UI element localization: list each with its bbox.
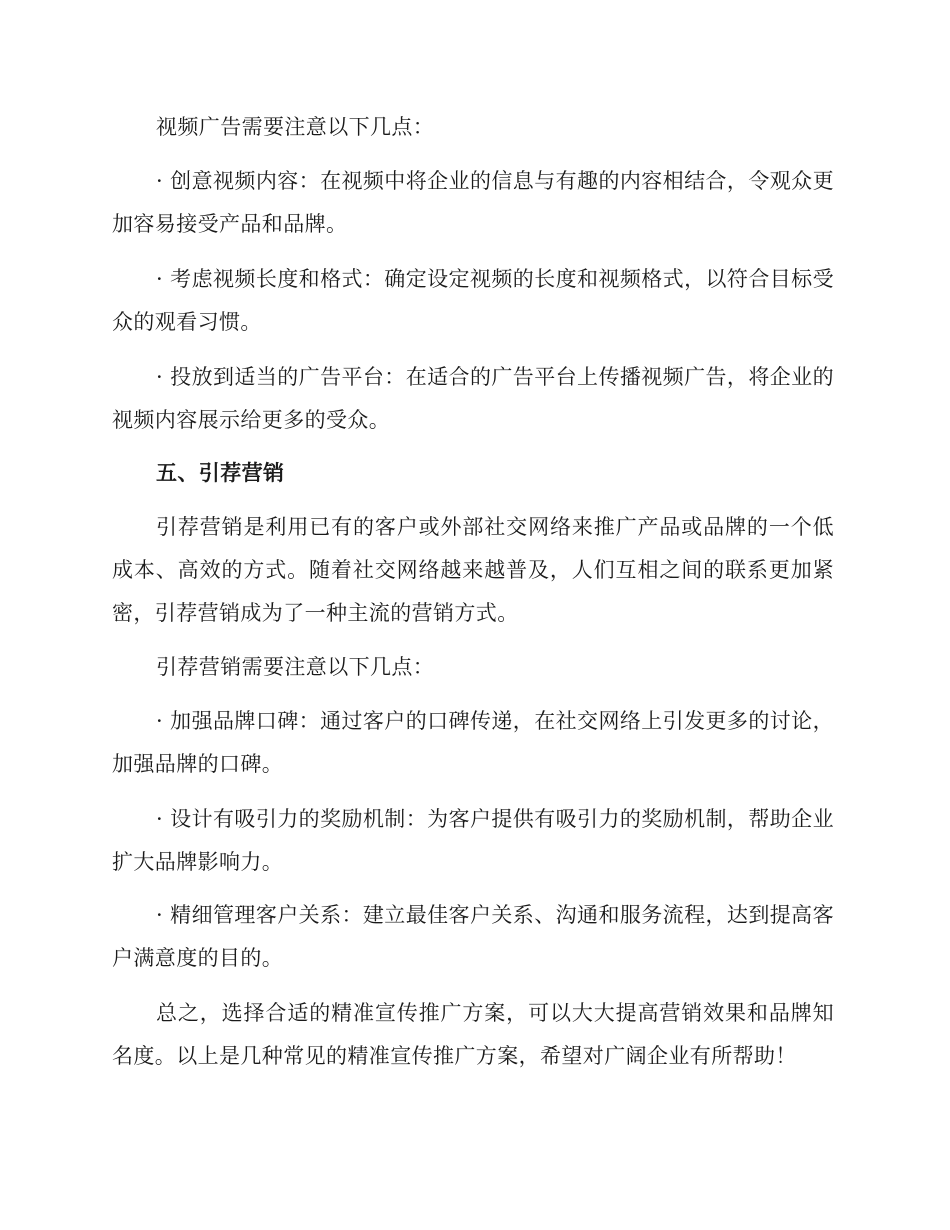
bullet-video-length-format: · 考虑视频长度和格式：确定设定视频的长度和视频格式，以符合目标受众的观看习惯。 [112,267,834,334]
paragraph-referral-marketing-definition: 引荐营销是利用已有的客户或外部社交网络来推广产品或品牌的一个低成本、高效的方式。随着社交网络越来越普及，人们互相之间的联系更加紧密，引荐营销成为了一种主流的营销方式。 [112,515,834,625]
section-heading-referral-marketing: 五、引荐营销 [156,461,285,485]
paragraph-referral-intro: 引荐营销需要注意以下几点： [156,655,435,679]
bullet-ad-platform: · 投放到适当的广告平台：在适合的广告平台上传播视频广告，将企业的视频内容展示给更多的受众。 [112,365,834,432]
bullet-creative-video-content: · 创意视频内容：在视频中将企业的信息与有趣的内容相结合，令观众更加容易接受产品和品牌。 [112,169,834,236]
paragraph-video-ad-intro: 视频广告需要注意以下几点： [156,115,435,139]
bullet-customer-relationship: · 精细管理客户关系：建立最佳客户关系、沟通和服务流程，达到提高客户满意度的目的。 [112,903,834,970]
paragraph-conclusion: 总之，选择合适的精准宣传推广方案，可以大大提高营销效果和品牌知名度。以上是几种常见的精准宣传推广方案，希望对广阔企业有所帮助！ [112,1001,834,1068]
bullet-reward-mechanism: · 设计有吸引力的奖励机制：为客户提供有吸引力的奖励机制，帮助企业扩大品牌影响力。 [112,807,834,874]
bullet-brand-reputation: · 加强品牌口碑：通过客户的口碑传递，在社交网络上引发更多的讨论，加强品牌的口碑。 [112,709,834,776]
